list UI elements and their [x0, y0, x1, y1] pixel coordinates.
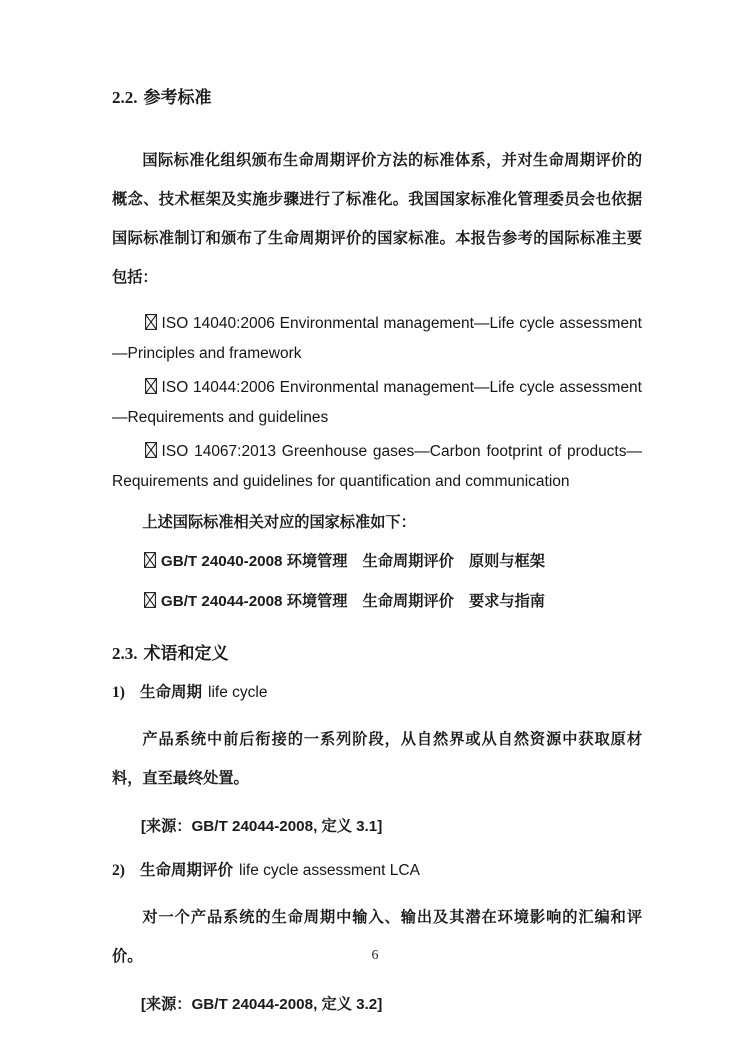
iso-standard-item — [112, 373, 642, 433]
iso-standard-item — [112, 309, 642, 369]
iso-standard-text: ISO 14067:2013 Greenhouse gases—Carbon footprint of products—Requirements and guidelines for quantification and communication — [112, 443, 642, 490]
national-standards-note: 上述国际标准相关对应的国家标准如下： — [142, 514, 416, 531]
ballot-box-x-icon — [145, 314, 157, 330]
iso-standard-text: ISO 14044:2006 Environmental management—Life cycle assessment—Requirements and guidelines — [112, 379, 642, 426]
term-heading — [112, 678, 642, 708]
term-definition: 对一个产品系统的生命周期中输入、输出及其潜在环境影响的汇编和评价。 — [112, 909, 642, 965]
page-content — [112, 88, 642, 1020]
ballot-box-x-icon — [144, 592, 156, 608]
iso-standard-item — [112, 437, 642, 497]
section-2-2-heading — [112, 88, 642, 108]
ref-standards-intro-paragraph: 国际标准化组织颁布生命周期评价方法的标准体系，并对生命周期评价的概念、技术框架及实施步骤进行了标准化。我国国家标准化管理委员会也依据国际标准制订和颁布了生命周期评价的国家标准。本报告参考的国际标准主要包括： — [112, 152, 642, 286]
gb-standard-item — [112, 542, 642, 582]
term-heading — [112, 856, 642, 886]
ballot-box-x-icon — [144, 552, 156, 568]
section-2-2-number: 2.2. — [112, 88, 138, 107]
term-name-zh: 生命周期 — [140, 684, 203, 701]
term-name-en: life cycle — [208, 684, 268, 701]
term-source: [来源：GB/T 24044-2008, 定义 3.1] — [140, 818, 383, 835]
page-number: 6 — [371, 948, 379, 963]
term-definition: 产品系统中前后衔接的一系列阶段，从自然界或从自然资源中获取原材料，直至最终处置。 — [112, 731, 642, 787]
term-number: 2) — [112, 862, 125, 879]
section-2-3-number: 2.3. — [112, 644, 138, 663]
section-2-3-heading — [112, 644, 642, 664]
gb-standard-text: GB/T 24044-2008 环境管理 生命周期评价 要求与指南 — [160, 593, 545, 610]
iso-standard-text: ISO 14040:2006 Environmental management—Life cycle assessment—Principles and framework — [112, 315, 642, 362]
ballot-box-x-icon — [145, 378, 157, 394]
ballot-box-x-icon — [145, 442, 157, 458]
section-2-2-title: 参考标准 — [143, 88, 212, 107]
gb-standard-text: GB/T 24040-2008 环境管理 生命周期评价 原则与框架 — [160, 553, 545, 570]
gb-standard-item — [112, 582, 642, 622]
term-source: [来源：GB/T 24044-2008, 定义 3.2] — [140, 996, 383, 1013]
term-number: 1) — [112, 684, 125, 701]
section-2-3-title: 术语和定义 — [143, 644, 229, 663]
term-name-zh: 生命周期评价 — [140, 862, 234, 879]
term-name-en: life cycle assessment LCA — [239, 862, 420, 879]
